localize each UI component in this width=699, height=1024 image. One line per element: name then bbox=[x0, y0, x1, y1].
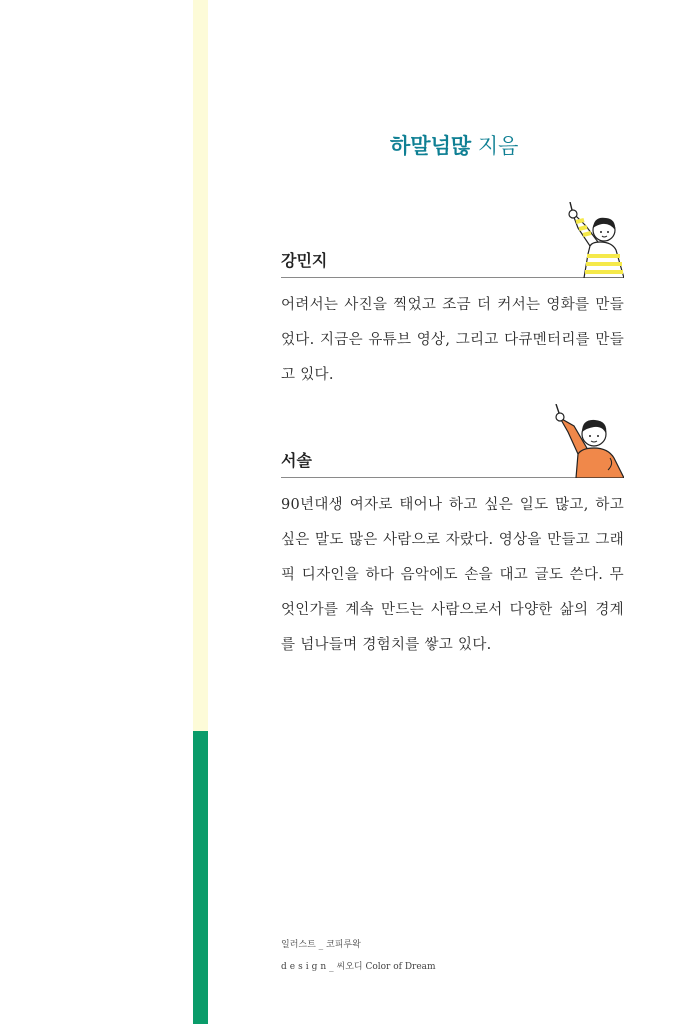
author-role: 지음 bbox=[477, 134, 519, 158]
spine-cream-band bbox=[193, 0, 208, 731]
author-bio: 90년대생 여자로 태어나 하고 싶은 일도 많고, 하고 싶은 말도 많은 사람으로 자랐다. 영상을 만들고 그래픽 디자인을 하다 음악에도 손을 대고 글도 쓴다. 무엇인가를 계속 만드는 사람으로서 다양한 삶의 경계를 넘나들며 경험치를 쌓고 있다. bbox=[281, 497, 624, 653]
illustration-credit: 일러스트 _ 코피루왁 bbox=[281, 940, 361, 950]
author-section-1 bbox=[281, 251, 624, 393]
spine-green-band bbox=[193, 731, 208, 1024]
pointing-person-orange-shirt-icon bbox=[548, 404, 624, 478]
pointing-boy-striped-shirt-icon bbox=[554, 202, 624, 278]
design-label: design bbox=[281, 962, 330, 972]
author-bio: 어려서는 사진을 찍었고 조금 더 커서는 영화를 만들었다. 지금은 유튜브 영상, 그리고 다큐멘터리를 만들고 있다. bbox=[281, 297, 624, 383]
author-name: 서솔 bbox=[281, 451, 312, 470]
author-header bbox=[281, 451, 624, 478]
author-section-2 bbox=[281, 451, 624, 663]
author-name: 강민지 bbox=[281, 251, 328, 270]
design-value: _ 씨오디 Color of Dream bbox=[329, 962, 436, 972]
design-credit bbox=[281, 956, 436, 978]
author-header bbox=[281, 251, 624, 278]
author-group-name: 하말넘많 bbox=[390, 134, 472, 158]
credits bbox=[281, 934, 436, 978]
page-title bbox=[390, 130, 518, 160]
